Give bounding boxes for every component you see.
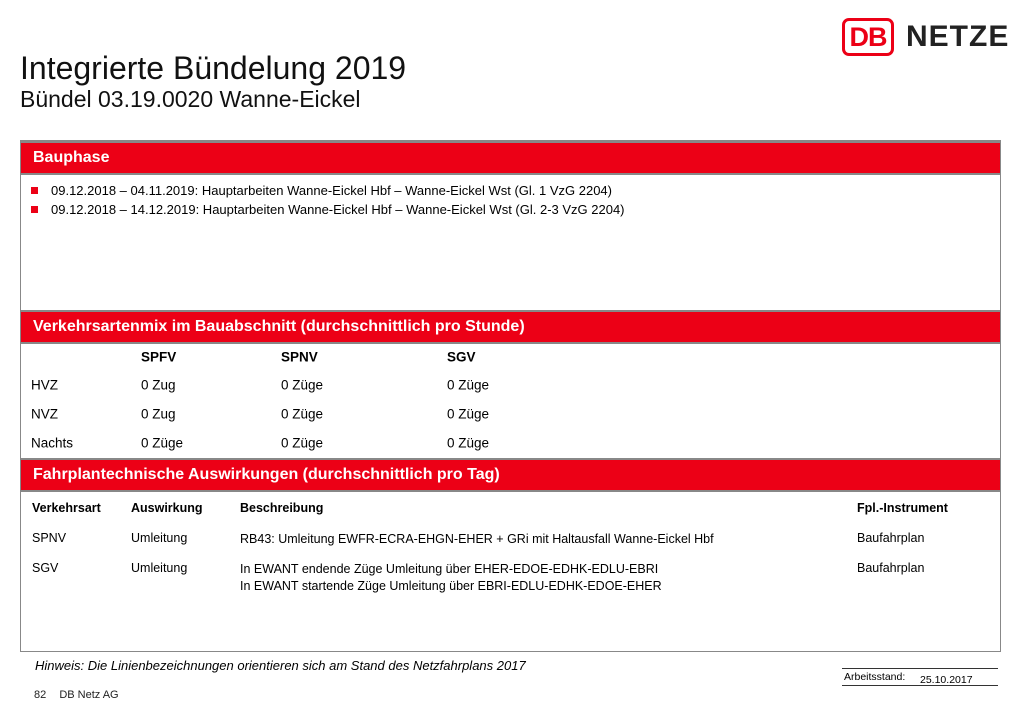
table-cell: 0 Züge <box>447 406 490 421</box>
row-label: NVZ <box>31 406 58 421</box>
table-row <box>21 428 1000 457</box>
hint-text: Hinweis: Die Linienbezeichnungen orientieren sich am Stand des Netzfahrplans 2017 <box>35 658 526 673</box>
table-cell: Baufahrplan <box>857 561 925 575</box>
table-cell: 0 Züge <box>447 435 490 450</box>
column-header: Auswirkung <box>131 501 203 515</box>
description-line: In EWANT startende Züge Umleitung über EBRI-EDLU-EDHK-EDOE-EHER <box>240 579 662 593</box>
table-cell: Umleitung <box>131 561 188 575</box>
netze-wordmark: NETZE <box>906 20 1010 53</box>
table-cell: 0 Züge <box>281 406 324 421</box>
section-bauphase-header: Bauphase <box>21 141 1000 175</box>
row-label: HVZ <box>31 377 58 392</box>
fahrplan-table <box>21 492 1000 600</box>
row-label: Nachts <box>31 435 74 450</box>
bauphase-list <box>31 181 625 219</box>
db-netze-logo <box>842 18 1009 56</box>
table-cell <box>240 561 662 595</box>
company-name: DB Netz AG <box>59 689 119 701</box>
table-row <box>21 552 1000 600</box>
table-cell: SPNV <box>32 531 67 545</box>
column-header: SPFV <box>141 349 177 365</box>
table-cell: Baufahrplan <box>857 531 925 545</box>
arbeitsstand-date: 25.10.2017 <box>920 674 973 686</box>
content-frame <box>20 140 1001 652</box>
table-cell: SGV <box>32 561 59 575</box>
bullet-text: 09.12.2018 – 14.12.2019: Hauptarbeiten Wanne-Eickel Hbf – Wanne-Eickel Wst (Gl. 2-3 VzG 2204) <box>51 202 625 217</box>
column-header: SPNV <box>281 349 318 365</box>
table-header-row <box>21 344 1000 370</box>
db-logo: DB <box>842 18 894 56</box>
description-line: In EWANT endende Züge Umleitung über EHER-EDOE-EDHK-EDLU-EBRI <box>240 562 659 576</box>
table-cell: 0 Züge <box>281 377 324 392</box>
table-header-row <box>21 492 1000 522</box>
table-cell: 0 Züge <box>281 435 324 450</box>
footer <box>34 689 119 701</box>
table-cell: 0 Zug <box>141 377 176 392</box>
table-cell: 0 Zug <box>141 406 176 421</box>
bullet-square-icon <box>31 206 38 213</box>
column-header: Beschreibung <box>240 501 324 515</box>
bullet-square-icon <box>31 187 38 194</box>
arbeitsstand-label: Arbeitsstand: <box>844 671 906 683</box>
table-cell: 0 Züge <box>447 377 490 392</box>
page-title: Integrierte Bündelung 2019 <box>20 50 407 86</box>
column-header: Fpl.-Instrument <box>857 501 948 515</box>
table-cell: Umleitung <box>131 531 188 545</box>
list-item <box>31 200 625 219</box>
mix-table <box>21 344 1000 457</box>
section-fahrplan-header: Fahrplantechnische Auswirkungen (durchschnittlich pro Tag) <box>21 458 1000 492</box>
column-header: Verkehrsart <box>32 501 101 515</box>
list-item <box>31 181 625 200</box>
page-subtitle: Bündel 03.19.0020 Wanne-Eickel <box>20 86 361 112</box>
arbeitsstand-box <box>842 668 998 686</box>
page-number: 82 <box>34 689 47 701</box>
description-line: RB43: Umleitung EWFR-ECRA-EHGN-EHER + GRi mit Haltausfall Wanne-Eickel Hbf <box>240 532 714 546</box>
column-header: SGV <box>447 349 476 365</box>
section-mix-header: Verkehrsartenmix im Bauabschnitt (durchschnittlich pro Stunde) <box>21 310 1000 344</box>
bullet-text: 09.12.2018 – 04.11.2019: Hauptarbeiten Wanne-Eickel Hbf – Wanne-Eickel Wst (Gl. 1 VzG 2204) <box>51 183 612 198</box>
table-row <box>21 522 1000 552</box>
table-row <box>21 399 1000 428</box>
table-cell <box>240 531 714 548</box>
table-row <box>21 370 1000 399</box>
table-cell: 0 Züge <box>141 435 184 450</box>
